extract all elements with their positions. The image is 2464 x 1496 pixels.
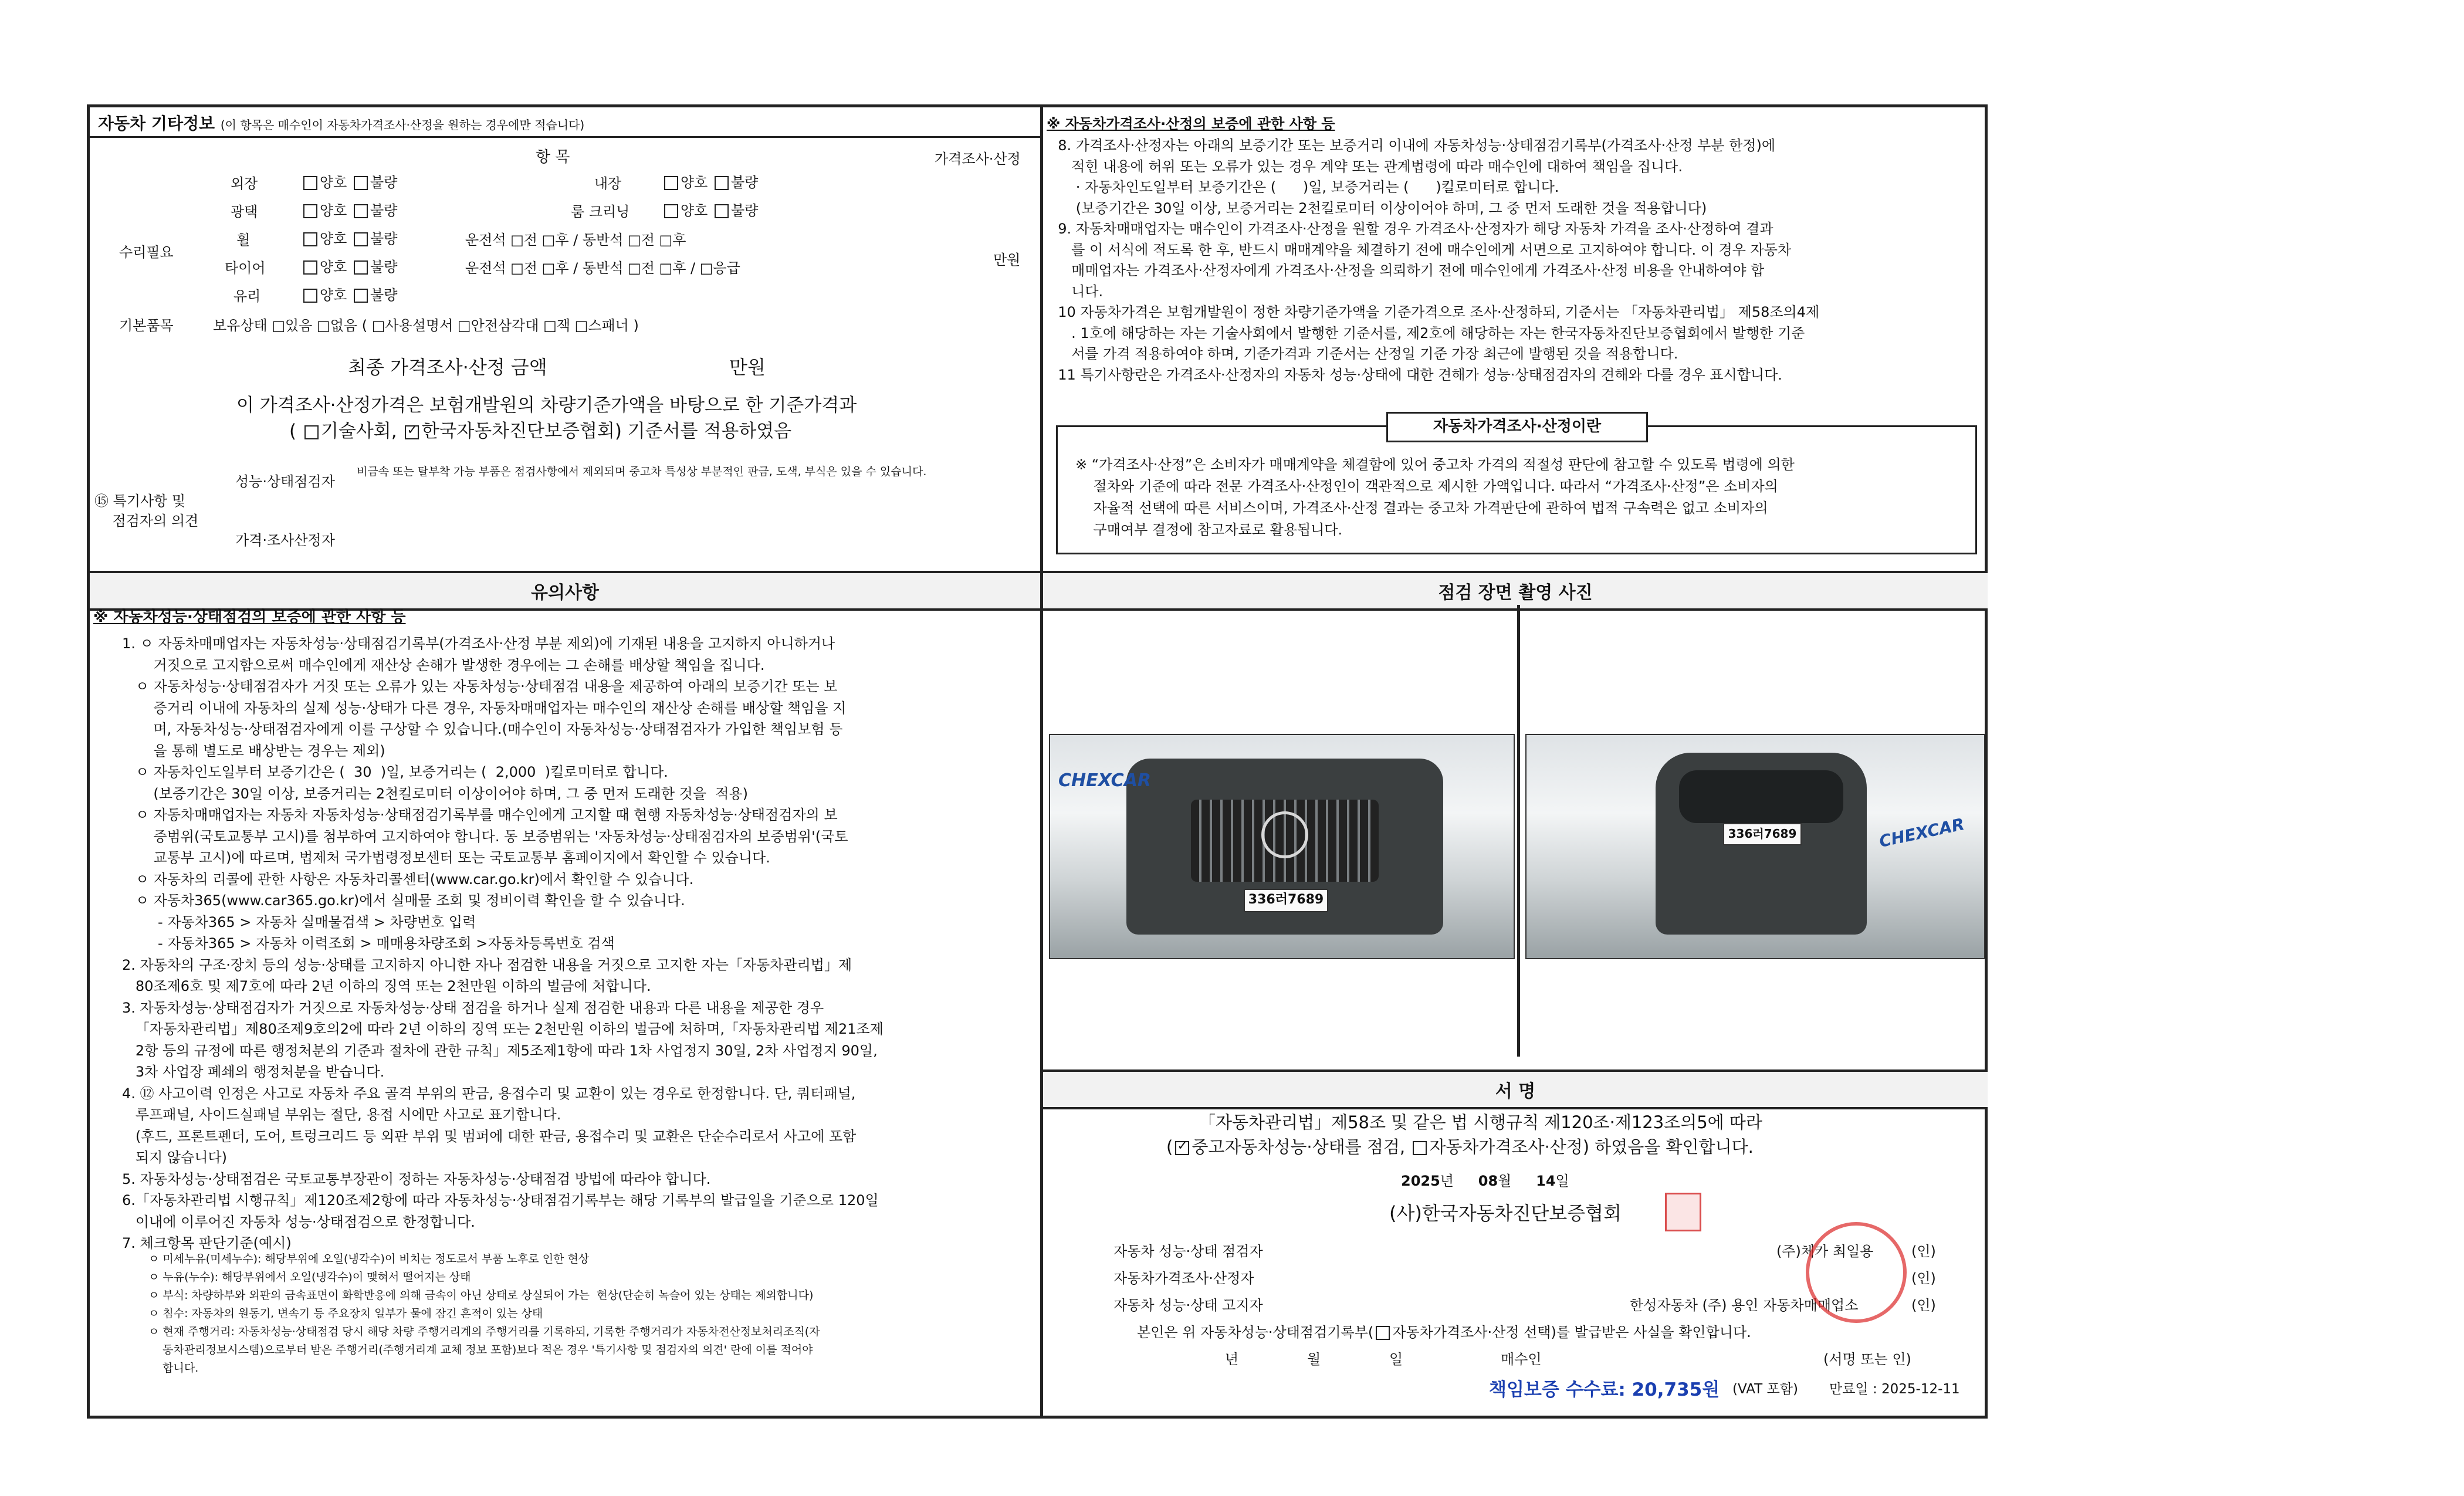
row-wheel-label: 휠 [236, 232, 251, 248]
price-warranty-line: 11 특기사항란은 가격조사·산정자의 자동차 성능·상태에 대한 견해가 성능·상태점검자의 견해와 다를 경우 표시합니다. [1049, 366, 1782, 383]
notes-line: 증범위(국토교통부 고시)를 첨부하여 고지하여야 합니다. 동 보증범위는 '자동차성능·상태점검자의 보증범위'(국토 [122, 828, 848, 845]
photos-section [1043, 605, 1988, 1057]
option-good: 양호 [320, 287, 347, 303]
expiry-date: 만료일 : 2025-12-11 [1829, 1382, 1960, 1397]
notes-line: 3. 자동차성능·상태점검자가 거짓으로 자동차성능·상태 점검을 하거나 실제 점검한 내용과 다른 내용을 제공한 경우 [122, 999, 824, 1016]
row-room-cleaning-label: 룸 크리닝 [571, 204, 630, 220]
fee-vat-note: (VAT 포함) [1732, 1382, 1798, 1397]
notes-line: 교통부 고시)에 따르며, 법제처 국가법령정보센터 또는 국토교통부 홈페이지에서 확인할 수 있습니다. [122, 849, 770, 866]
final-price-unit: 만원 [729, 356, 766, 378]
notes-line: ㅇ 자동차성능·상태점검자가 거짓 또는 오류가 있는 자동차성능·상태점검 내용을 제공하여 아래의 보증기간 또는 보 [122, 678, 838, 695]
row-tire-options [301, 255, 397, 276]
checkbox[interactable] [354, 260, 368, 275]
checkbox-receipt[interactable] [1376, 1326, 1390, 1340]
notes-line: 80조제6호 및 제7호에 따라 2년 이하의 징역 또는 2천만원 이하의 벌금에 처합니다. [122, 978, 651, 994]
row-glass-label: 유리 [233, 288, 261, 304]
checkbox[interactable] [664, 176, 678, 190]
checkbox[interactable] [354, 232, 368, 246]
notes-body [122, 633, 1031, 1254]
checkbox[interactable] [303, 260, 317, 275]
criteria-line: 동차관리정보시스템)으로부터 받은 주행거리(주행거리계 교체 정보 포함)보다 적은 경우 '특기사항 및 점검자의 의견' 란에 이를 적어야 [148, 1343, 813, 1356]
signature-section [1043, 1105, 1988, 1421]
other-info-header [90, 107, 1040, 138]
buyer-month: 월 [1307, 1351, 1321, 1368]
criteria-line: ㅇ 부식: 차량하부와 외판의 금속표면이 화학반응에 의해 금속이 아닌 상태로 상실되어 가는 현상(단순히 녹슬어 있는 상태는 제외합니다) [148, 1289, 814, 1302]
notes-line: 3차 사업장 폐쇄의 행정처분을 받습니다. [122, 1064, 385, 1080]
price-unit-won: 만원 [993, 252, 1021, 268]
special-notes-label: ⑮ 특기사항 및 점검자의 의견 [94, 493, 199, 529]
criteria-line: 합니다. [148, 1362, 199, 1375]
receipt-text-a: 본인은 위 자동차성능·상태점검기록부( [1137, 1324, 1374, 1341]
checkbox[interactable] [303, 289, 317, 303]
standard-line-2 [289, 416, 791, 442]
right-column [1040, 107, 1988, 1416]
other-info-note: (이 항목은 매수인이 자동차가격조사·산정을 원하는 경우에만 적습니다) [220, 118, 585, 132]
row-gloss-options [301, 199, 397, 219]
standard-line-1: 이 가격조사·산정가격은 보험개발원의 차량기준가액을 바탕으로 한 기준가격과 [236, 395, 857, 416]
notes-line: - 자동차365 > 자동차 이력조회 > 매매용차량조회 >자동차등록번호 검색 [122, 935, 615, 952]
checkbox[interactable] [354, 176, 368, 190]
checkbox-price[interactable] [1413, 1141, 1427, 1155]
rear-license-plate: 336러7689 [1723, 823, 1802, 845]
row-wheel-position: 운전석 □전 □후 / 동반석 □전 □후 [465, 232, 686, 248]
date-day: 14 [1536, 1173, 1556, 1189]
inspector-opinion: 비금속 또는 탈부착 가능 부품은 점검사항에서 제외되며 중고차 특성상 부분적인 판금, 도색, 부식은 있을 수 있습니다. [357, 465, 927, 478]
repair-needed-label: 수리필요 [119, 244, 174, 260]
criteria-line: ㅇ 미세누유(미세누수): 해당부위에 오일(냉각수)이 비치는 정도로서 부품 노후로 인한 현상 [148, 1253, 590, 1265]
receipt-line [1137, 1321, 1751, 1341]
notes-line: 며, 자동차성능·상태점검자에게 이를 구상할 수 있습니다.(매수인이 자동차성능·상태점검자가 가입한 책임보험 등 [122, 721, 843, 737]
photo-divider [1517, 605, 1520, 1057]
other-info-title: 자동차 기타정보 [98, 114, 215, 133]
row-tire-position: 운전석 □전 □후 / 동반석 □전 □후 / □응급 [465, 260, 740, 276]
price-definition-box [1056, 418, 1977, 554]
notifier-seal-mark: (인) [1911, 1297, 1936, 1314]
year-unit: 년 [1440, 1173, 1454, 1189]
notes-line: 2. 자동차의 구조·장치 등의 성능·상태를 고지하지 아니한 자나 점검한 내용을 거짓으로 고지한 자는「자동차관리법」제 [122, 956, 852, 973]
definition-line: ※ “가격조사·산정”은 소비자가 매매계약을 체결함에 있어 중고차 가격의 적절성 판단에 참고할 수 있도록 법령에 의한 [1075, 456, 1795, 473]
notes-line: ㅇ 자동차의 리콜에 관한 사항은 자동차리콜센터(www.car.go.kr)에서 확인할 수 있습니다. [122, 871, 694, 888]
signature-date [1401, 1169, 1569, 1190]
day-unit: 일 [1555, 1173, 1569, 1189]
left-column [90, 107, 1040, 1416]
notes-line: 거짓으로 고지함으로써 매수인에게 재산상 손해가 발생한 경우에는 그 손해를 배상할 책임을 집니다. [122, 656, 765, 673]
definition-line: 구매여부 결정에 참고자료로 활용됩니다. [1075, 522, 1343, 538]
company-stamp-icon [1806, 1222, 1907, 1323]
checkbox-kadwa[interactable] [405, 425, 419, 439]
inspector-label: 성능·상태점검자 [235, 473, 335, 490]
option-good: 양호 [320, 259, 347, 275]
notifier-sign-label: 자동차 성능·상태 고지자 [1113, 1297, 1263, 1314]
other-info-table [90, 138, 1040, 572]
notes-line: 이내에 이루어진 자동차 성능·상태점검으로 한정합니다. [122, 1213, 475, 1230]
option-bad: 불량 [731, 202, 759, 219]
checkbox[interactable] [303, 204, 317, 218]
checkbox-performance[interactable] [1175, 1141, 1189, 1155]
notes-line: (후드, 프론트펜더, 도어, 트렁크리드 등 외판 부위 및 범퍼에 대한 판금, 용접수리 및 교환은 단순수리로서 사고에 포함 [122, 1128, 857, 1145]
receipt-text-b: 자동차가격조사·산정 선택)를 발급받은 사실을 확인합니다. [1392, 1324, 1751, 1341]
row-gloss-label: 광택 [231, 204, 258, 220]
row-tire-label: 타이어 [225, 260, 266, 276]
inspector-sign-label: 자동차 성능·상태 점검자 [1113, 1243, 1263, 1260]
notes-line: 「자동차관리법」제80조제9호의2에 따라 2년 이하의 징역 또는 2천만원 이하의 벌금에 처하며,「자동차관리법 제21조제 [122, 1021, 884, 1037]
signature-law-line: 「자동차관리법」제58조 및 같은 법 시행규칙 제120조·제123조의5에 따라 [1199, 1112, 1762, 1132]
signature-confirm-line [1166, 1134, 1754, 1158]
option-kadwa: 한국자동차진단보증협회) 기준서를 적용하였음 [421, 421, 792, 442]
option-bad: 불량 [370, 287, 398, 303]
notes-line: ㅇ 자동차인도일부터 보증기간은 ( 30 )일, 보증거리는 ( 2,000 )킬로미터로 합니다. [122, 764, 668, 780]
association-name: (사)한국자동차진단보증협회 [1389, 1202, 1622, 1224]
row-wheel-options [301, 227, 397, 248]
month-unit: 월 [1498, 1173, 1512, 1189]
option-bad: 불량 [370, 259, 398, 275]
price-definition-title: 자동차가격조사·산정이란 [1386, 412, 1648, 442]
price-definition-text [1075, 454, 1967, 541]
rear-car-photo [1525, 734, 1985, 959]
checkbox[interactable] [303, 232, 317, 246]
inspector-sign-name: (주)체카 최일용 [1776, 1243, 1874, 1260]
price-warranty-line: 서를 가격 적용하여야 하며, 기준가격과 기준서는 산정일 기준 가장 최근에 발행된 것을 적용합니다. [1049, 346, 1678, 362]
price-warranty-line: 8. 가격조사·산정자는 아래의 보증기간 또는 보증거리 이내에 자동차성능·상태점검기록부(가격조사·산정 부분 한정)에 [1049, 137, 1776, 154]
row-room-cleaning-options [662, 199, 758, 219]
notes-line: 루프패널, 사이드실패널 부위는 절단, 용접 시에만 사고로 표기합니다. [122, 1106, 561, 1123]
buyer-day: 일 [1389, 1351, 1403, 1368]
row-interior-options [662, 171, 758, 191]
price-warranty-line: · 자동차인도일부터 보증기간은 ( )일, 보증거리는 ( )킬로미터로 합니다. [1049, 179, 1559, 195]
option-good: 양호 [320, 174, 347, 191]
checkbox[interactable] [664, 204, 678, 218]
definition-line: 절차와 기준에 따라 전문 가격조사·산정인이 객관적으로 제시한 가액입니다. 따라서 “가격조사·산정”은 소비자의 [1075, 478, 1778, 495]
basic-items-label: 기본품목 [119, 317, 174, 334]
buyer-label: 매수인 [1501, 1351, 1542, 1368]
option-bad: 불량 [731, 174, 759, 191]
notes-line: - 자동차365 > 자동차 실매물검색 > 차량번호 입력 [122, 913, 476, 930]
criteria-line: ㅇ 누유(누수): 해당부위에서 오일(냉각수)이 맺혀서 떨어지는 상태 [148, 1271, 471, 1284]
checkbox[interactable] [715, 176, 729, 190]
notes-title: ※ 자동차성능·상태점검의 보증에 관한 사항 등 [93, 608, 406, 626]
notes-line: 5. 자동차성능·상태점검은 국토교통부장관이 정하는 자동차성능·상태점검 방법에 따라야 합니다. [122, 1170, 711, 1187]
checkbox[interactable] [354, 289, 368, 303]
inspector-seal-mark: (인) [1911, 1243, 1936, 1260]
rear-window [1679, 770, 1843, 823]
row-exterior-label: 외장 [231, 175, 258, 192]
column-item-header: 항 목 [536, 148, 570, 166]
date-month: 08 [1478, 1173, 1498, 1189]
association-seal-icon [1665, 1193, 1701, 1231]
date-year: 2025 [1401, 1173, 1440, 1189]
warranty-fee: 책임보증 수수료: 20,735원 [1489, 1379, 1720, 1400]
paren-open: ( [1166, 1137, 1173, 1157]
price-warranty-line: 를 이 서식에 적도록 한 후, 반드시 매매계약을 체결하기 전에 매수인에게 서면으로 고지하여야 합니다. 이 경우 자동차 [1049, 241, 1792, 258]
option-bad: 불량 [370, 174, 398, 191]
basic-items-row: 보유상태 □있음 □없음 ( □사용설명서 □안전삼각대 □잭 □스패너 ) [213, 317, 639, 334]
criteria-line: ㅇ 침수: 자동차의 원동기, 변속기 등 주요장치 일부가 물에 잠긴 흔적이 있는 상태 [148, 1307, 543, 1320]
price-warranty-line: 10 자동차가격은 보험개발원이 정한 차량기준가액을 기준가격으로 조사·산정하되, 기준서는 「자동차관리법」 제58조의4제 [1049, 304, 1820, 320]
option-good: 양호 [681, 174, 708, 191]
option-technical-society: 기술사회, [320, 421, 397, 442]
final-price-label: 최종 가격조사·산정 금액 [348, 356, 547, 378]
price-warranty-line: (보증기간은 30일 이상, 보증거리는 2천킬로미터 이상이어야 하며, 그 중 먼저 도래한 것을 적용합니다) [1049, 199, 1707, 216]
price-warranty-section [1043, 107, 1988, 571]
inspection-record-page [87, 104, 1988, 1419]
checkbox-technical-society[interactable] [304, 425, 319, 439]
notifier-sign-name: 한성자동차 (주) 용인 자동차매매업소 [1630, 1297, 1859, 1314]
chexcar-brand-front: CHEXCAR [1058, 770, 1152, 791]
option-price: 자동차가격조사·산정) 하였음을 확인합니다. [1429, 1137, 1754, 1157]
notes-line: 7. 체크항목 판단기준(예시) [122, 1235, 292, 1251]
buyer-sign-field[interactable]: (서명 또는 인) [1823, 1351, 1911, 1368]
front-license-plate: 336러7689 [1244, 889, 1328, 912]
notes-line: 되지 않습니다) [122, 1149, 227, 1166]
buyer-year: 년 [1225, 1351, 1239, 1368]
option-bad: 불량 [370, 231, 398, 247]
notes-line: ㅇ 자동차365(www.car365.go.kr)에서 실매물 조회 및 정비이력 확인을 할 수 있습니다. [122, 892, 685, 909]
notes-line: 2항 등의 규정에 따른 행정처분의 기준과 절차에 관한 규칙」제5조제1항에 따라 1차 사업정지 30일, 2차 사업정지 90일, [122, 1042, 878, 1059]
row-exterior-options [301, 171, 397, 191]
option-performance: 중고자동차성능·상태를 점검, [1192, 1137, 1406, 1157]
option-good: 양호 [681, 202, 708, 219]
appraiser-label: 가격·조사산정자 [235, 532, 335, 549]
row-glass-options [301, 283, 397, 304]
checkbox[interactable] [354, 204, 368, 218]
price-warranty-line: 9. 자동차매매업자는 매수인이 가격조사·산정을 원할 경우 가격조사·산정자가 해당 자동차 가격을 조사·산정하여 결과 [1049, 221, 1773, 237]
option-bad: 불량 [370, 202, 398, 219]
signature-bar: 서 명 [1043, 1069, 1988, 1109]
mercedes-logo-icon [1261, 811, 1308, 858]
notes-line: (보증기간은 30일 이상, 보증거리는 2천킬로미터 이상이어야 하며, 그 중 먼저 도래한 것을 적용) [122, 785, 748, 802]
price-warranty-line: . 1호에 해당하는 자는 기술사회에서 발행한 기준서를, 제2호에 해당하는 자는 한국자동차진단보증협회에서 발행한 기준 [1049, 324, 1805, 341]
notes-line: 6.「자동차관리법 시행규칙」제120조제2항에 따라 자동차성능·상태점검기록부는 해당 기록부의 발급일을 기준으로 120일 [122, 1192, 879, 1209]
price-warranty-line: 매매업자는 가격조사·산정자에게 가격조사·산정을 의뢰하기 전에 매수인에게 가격조사·산정 비용을 안내하여야 합 [1049, 262, 1765, 279]
notes-line: 증거리 이내에 자동차의 실제 성능·상태가 다른 경우, 자동차매매업자는 매수인의 재산상 손해를 배상할 책임을 지 [122, 699, 847, 716]
chexcar-brand-rear: CHEXCAR [1877, 814, 1967, 851]
check-criteria-list [148, 1250, 1034, 1377]
price-warranty-line: 적힌 내용에 허위 또는 오류가 있는 경우 계약 또는 관계법령에 따라 매수인에 대하여 책임을 집니다. [1049, 158, 1683, 175]
paren-open: ( [289, 421, 302, 442]
appraiser-sign-label: 자동차가격조사·산정자 [1113, 1270, 1254, 1287]
definition-line: 자율적 선택에 따른 서비스이며, 가격조사·산정 결과는 중고차 가격판단에 관하여 법적 구속력은 없고 소비자의 [1075, 500, 1768, 516]
notes-line: 을 통해 별도로 배상받는 경우는 제외) [122, 742, 385, 759]
criteria-line: ㅇ 현재 주행거리: 자동차성능·상태점검 당시 해당 차량 주행거리계의 주행거리를 기록하되, 기록한 주행거리가 자동차전산정보처리조직(자 [148, 1325, 820, 1338]
option-good: 양호 [320, 231, 347, 247]
price-warranty-line: 니다. [1049, 283, 1104, 300]
checkbox[interactable] [715, 204, 729, 218]
front-car-photo [1049, 734, 1515, 959]
notes-line: 1. ㅇ 자동차매매업자는 자동차성능·상태점검기록부(가격조사·산정 부분 제외)에 기재된 내용을 고지하지 아니하거나 [122, 635, 835, 652]
notes-bar: 유의사항 [90, 571, 1040, 611]
notes-line: ㅇ 자동차매매업자는 자동차 자동차성능·상태점검기록부를 매수인에게 고지할 때 현행 자동차성능·상태점검자의 보 [122, 807, 838, 823]
price-warranty-title: ※ 자동차가격조사·산정의 보증에 관한 사항 등 [1047, 116, 1335, 132]
appraiser-seal-mark: (인) [1911, 1270, 1936, 1287]
price-warranty-body [1049, 136, 1982, 385]
notes-line: 4. ⑫ 사고이력 인정은 사고로 자동차 주요 골격 부위의 판금, 용접수리 및 교환이 있는 경우로 한정합니다. 단, 쿼터패널, [122, 1085, 856, 1102]
checkbox[interactable] [303, 176, 317, 190]
row-interior-label: 내장 [594, 175, 622, 192]
column-price-header: 가격조사·산정 [935, 151, 1021, 167]
photos-bar: 점검 장면 촬영 사진 [1043, 571, 1988, 611]
option-good: 양호 [320, 202, 347, 219]
